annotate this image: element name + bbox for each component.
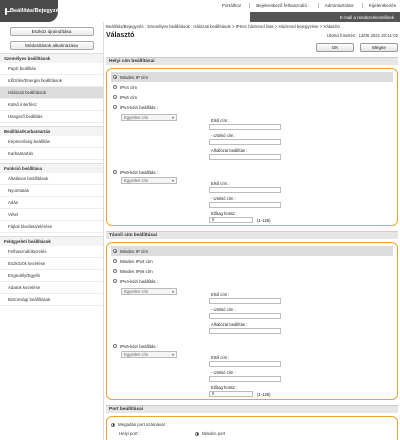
sidebar-section-head: Beállítás/Karbantartás bbox=[0, 126, 103, 136]
sidebar-section-admin bbox=[0, 236, 103, 306]
local-address-header: Helyi cím beállításai bbox=[106, 57, 398, 65]
sidebar-item-paper[interactable]: Papír beállítás bbox=[0, 63, 103, 75]
local-ipv6-last-input[interactable] bbox=[209, 202, 281, 208]
last-updated: Utolsó frissítés : 13/05 2021 20:41:02 bbox=[326, 33, 398, 38]
radio-icon[interactable] bbox=[113, 344, 117, 348]
last-address-label: - Utolsó cím : bbox=[211, 133, 236, 138]
local-ipv4-manual-option[interactable]: IPv4-kézi beállítás : bbox=[111, 102, 393, 112]
sidebar-section-functions bbox=[0, 163, 103, 233]
local-ipv6-manual-option[interactable]: IPv6-kézi beállítás : bbox=[111, 167, 393, 177]
sidebar-item-general[interactable]: Általános beállítások bbox=[0, 173, 103, 185]
email-admin-link[interactable]: E-mail a rendszerkezelőnek bbox=[250, 12, 400, 22]
remote-ipv4-first-input[interactable] bbox=[209, 298, 281, 304]
local-ipv4-type-select[interactable]: Egyetlen cím ▾ bbox=[121, 114, 177, 121]
sidebar-item-user-management[interactable]: Felhasználókezelés bbox=[0, 246, 103, 258]
radio-icon[interactable] bbox=[113, 85, 117, 89]
local-ipv4-first-input[interactable] bbox=[209, 124, 281, 130]
first-address-label: Első cím : bbox=[211, 292, 230, 297]
local-ipv4-fields bbox=[111, 112, 393, 167]
local-ipv4-option[interactable]: IPv4 cím bbox=[111, 82, 393, 92]
radio-selected-icon[interactable] bbox=[111, 423, 115, 427]
local-port-row bbox=[111, 429, 393, 438]
port-settings-header: Port beállításai bbox=[106, 405, 398, 413]
sidebar bbox=[0, 22, 104, 440]
local-prefix-input[interactable]: 0 bbox=[209, 217, 253, 223]
settings-icon bbox=[5, 8, 7, 15]
all-ports-option[interactable]: Minden port bbox=[202, 431, 226, 436]
radio-icon[interactable] bbox=[113, 279, 117, 283]
prefix-length-label: Előtag hossz : bbox=[211, 385, 238, 390]
local-ipv6-type-select[interactable]: Egyetlen cím ▾ bbox=[121, 177, 177, 184]
apply-changes-button[interactable]: Módosítások alkalmazása bbox=[10, 41, 94, 50]
last-address-label: - Utolsó cím : bbox=[211, 307, 236, 312]
last-address-label: - Utolsó cím : bbox=[211, 370, 236, 375]
local-ipv6-option[interactable]: IPv6 cím bbox=[111, 92, 393, 102]
radio-icon[interactable] bbox=[113, 105, 117, 109]
prefix-range: (1-128) bbox=[257, 218, 271, 223]
local-ipv6-first-input[interactable] bbox=[209, 187, 281, 193]
local-address-panel bbox=[106, 68, 398, 226]
restart-device-button[interactable]: Eszköz újraindítása bbox=[10, 27, 94, 36]
remote-ipv6-last-input[interactable] bbox=[209, 376, 281, 382]
app-title: Beállítás/Bejegyzés bbox=[10, 8, 62, 14]
first-address-label: Első cím : bbox=[211, 118, 230, 123]
remote-ipv4-subnet-input[interactable] bbox=[209, 328, 281, 334]
radio-selected-icon[interactable] bbox=[113, 249, 117, 253]
page-title: Választó bbox=[106, 32, 135, 39]
logged-in-user-label: Bejelentkező felhasználó : bbox=[249, 3, 309, 8]
breadcrumb[interactable]: Beállítás/Bejegyzés : Személyes beállítások : Hálózati beállítások > IPSec házirend lista > Házirend bejegyzése > Választó bbox=[106, 24, 340, 29]
main-content bbox=[106, 24, 398, 440]
sidebar-item-timer-energy[interactable]: Időzítés/Energia beállítások bbox=[0, 75, 103, 87]
subnet-label: Alhálózat beállítás : bbox=[211, 322, 248, 327]
remote-prefix-input[interactable]: 0 bbox=[209, 391, 253, 397]
radio-icon[interactable] bbox=[113, 95, 117, 99]
portal-link[interactable]: Portálhoz bbox=[221, 3, 242, 8]
remote-ipv4-type-select[interactable]: Egyetlen cím ▾ bbox=[121, 288, 177, 295]
remote-ipv6-type-select[interactable]: Egyetlen cím ▾ bbox=[121, 351, 177, 358]
subnet-label: Alhálózat beállítás : bbox=[211, 148, 248, 153]
remote-ipv6-fields bbox=[111, 351, 393, 401]
sidebar-item-security[interactable]: Biztonsági beállítások bbox=[0, 294, 103, 306]
remote-ipv6-first-input[interactable] bbox=[209, 361, 281, 367]
sidebar-item-send[interactable]: Adás bbox=[0, 197, 103, 209]
port-number-option[interactable]: Megadás port számával : bbox=[111, 420, 393, 429]
radio-icon[interactable] bbox=[113, 170, 117, 174]
radio-selected-icon[interactable] bbox=[113, 75, 117, 79]
radio-icon[interactable] bbox=[113, 269, 117, 273]
sidebar-item-maintenance[interactable]: Karbantartás bbox=[0, 148, 103, 160]
local-all-ip-option[interactable]: Minden IP cím bbox=[111, 72, 393, 82]
sidebar-item-license-other[interactable]: Engedély/Egyéb bbox=[0, 270, 103, 282]
remote-ipv4-last-input[interactable] bbox=[209, 313, 281, 319]
user-name: Adminisztrátor bbox=[318, 3, 354, 8]
last-address-label: - Utolsó cím : bbox=[211, 196, 236, 201]
remote-address-header: Távoli cím beállításai bbox=[106, 231, 398, 239]
local-port-label: Helyi port : bbox=[119, 431, 140, 436]
local-ipv6-fields bbox=[111, 177, 393, 227]
radio-icon[interactable] bbox=[113, 259, 117, 263]
remote-ipv4-manual-option[interactable]: IPv4-kézi beállítás : bbox=[111, 276, 393, 286]
brand-tab[interactable] bbox=[0, 0, 62, 22]
sidebar-item-data-management[interactable]: Adatok kezelése bbox=[0, 282, 103, 294]
sidebar-item-print[interactable]: Nyomtatás bbox=[0, 185, 103, 197]
first-address-label: Első cím : bbox=[211, 355, 230, 360]
sidebar-section-head: Funkció beállítása bbox=[0, 163, 103, 173]
radio-selected-icon[interactable] bbox=[195, 432, 199, 436]
logout-link[interactable]: Kijelentkezés bbox=[362, 3, 396, 8]
sidebar-item-volume[interactable]: Hangerő beállítás bbox=[0, 111, 103, 123]
sidebar-section-personal bbox=[0, 53, 103, 123]
remote-all-ipv4-option[interactable]: Minden IPv4 cím bbox=[111, 256, 393, 266]
remote-ipv6-manual-option[interactable]: IPv6-kézi beállítás : bbox=[111, 341, 393, 351]
sidebar-item-receive[interactable]: Vétel bbox=[0, 209, 103, 221]
remote-ipv4-fields bbox=[111, 286, 393, 341]
local-ipv4-subnet-input[interactable] bbox=[209, 154, 281, 160]
port-settings-panel bbox=[106, 416, 398, 440]
sidebar-item-network[interactable]: Hálózati beállítások bbox=[0, 87, 103, 99]
sidebar-item-image-quality[interactable]: Képminőség beállítás bbox=[0, 136, 103, 148]
ok-button[interactable]: OK bbox=[316, 43, 354, 52]
sidebar-item-external-interface[interactable]: Külső interfész bbox=[0, 99, 103, 111]
sidebar-item-store-access[interactable]: Fájlok tárolása/elérése bbox=[0, 221, 103, 233]
first-address-label: Első cím : bbox=[211, 181, 230, 186]
cancel-button[interactable]: Mégse bbox=[360, 43, 398, 52]
prefix-range: (1-128) bbox=[257, 392, 271, 397]
sidebar-section-maintenance bbox=[0, 126, 103, 160]
remote-all-ip-option[interactable]: Minden IP cím bbox=[111, 246, 393, 256]
sidebar-item-device-management[interactable]: Eszközök kezelése bbox=[0, 258, 103, 270]
prefix-length-label: Előtag hossz : bbox=[211, 211, 238, 216]
top-links bbox=[216, 3, 396, 8]
sidebar-section-head: Személyes beállítások bbox=[0, 53, 103, 63]
remote-all-ipv6-option[interactable]: Minden IPv6 cím bbox=[111, 266, 393, 276]
sidebar-section-head: Felügyeleti beállítások bbox=[0, 236, 103, 246]
remote-address-panel bbox=[106, 242, 398, 400]
local-ipv4-last-input[interactable] bbox=[209, 139, 281, 145]
